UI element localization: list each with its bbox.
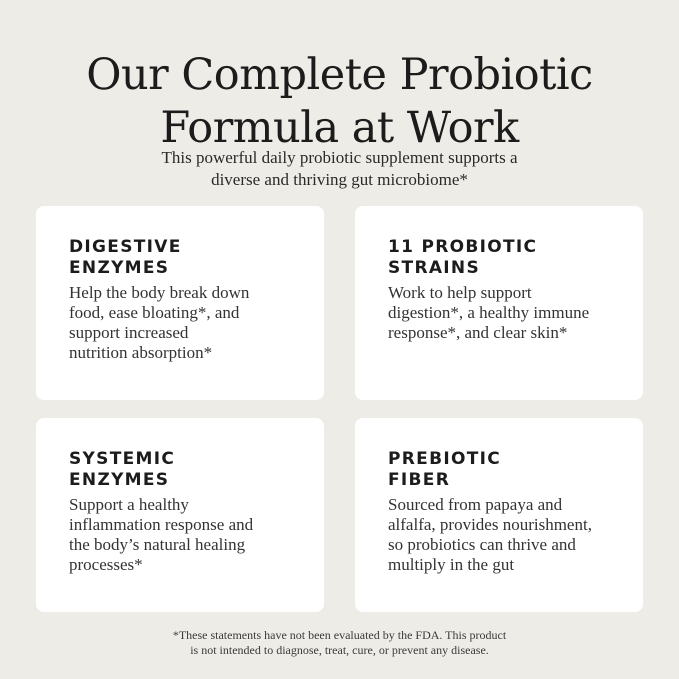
- card-prebiotic-fiber: [355, 418, 643, 612]
- card-description-line: response*, and clear skin*: [388, 323, 568, 342]
- card-title-line: ENZYMES: [69, 470, 170, 490]
- disclaimer-line: *These statements have not been evaluated by the FDA. This product: [172, 628, 507, 642]
- card-description-line: alfalfa, provides nourishment,: [388, 515, 592, 534]
- card-description-line: Sourced from papaya and: [388, 495, 563, 514]
- card-title: [388, 237, 623, 279]
- fda-disclaimer: [0, 628, 679, 658]
- subtitle-line: diverse and thriving gut microbiome*: [211, 170, 468, 189]
- card-title-line: 11 PROBIOTIC: [388, 237, 538, 257]
- card-description-line: nutrition absorption*: [69, 343, 213, 362]
- card-title-line: DIGESTIVE: [69, 237, 182, 257]
- card-title: [69, 237, 304, 279]
- card-description: [69, 283, 304, 363]
- card-title-line: ENZYMES: [69, 258, 170, 278]
- card-description-line: so probiotics can thrive and: [388, 535, 576, 554]
- card-description: [388, 495, 623, 575]
- card-description-line: multiply in the gut: [388, 555, 515, 574]
- card-title: [69, 449, 304, 491]
- card-title-line: PREBIOTIC: [388, 449, 501, 469]
- page-title: [0, 49, 679, 155]
- card-description-line: digestion*, a healthy immune: [388, 303, 590, 322]
- card-description-line: processes*: [69, 555, 143, 574]
- card-probiotic-strains: [355, 206, 643, 400]
- card-description-line: food, ease bloating*, and: [69, 303, 240, 322]
- card-title-line: STRAINS: [388, 258, 480, 278]
- card-description-line: inflammation response and: [69, 515, 254, 534]
- card-description-line: the body’s natural healing: [69, 535, 246, 554]
- subtitle-line: This powerful daily probiotic supplement supports a: [161, 148, 518, 167]
- card-description-line: Help the body break down: [69, 283, 250, 302]
- card-description: [388, 283, 623, 343]
- page-subtitle: [0, 147, 679, 191]
- card-title: [388, 449, 623, 491]
- card-description-line: support increased: [69, 323, 189, 342]
- card-digestive-enzymes: [36, 206, 324, 400]
- card-description: [69, 495, 304, 575]
- card-description-line: Support a healthy: [69, 495, 189, 514]
- card-description-line: Work to help support: [388, 283, 532, 302]
- page-title-line: Formula at Work: [160, 102, 519, 153]
- card-systemic-enzymes: [36, 418, 324, 612]
- card-title-line: SYSTEMIC: [69, 449, 176, 469]
- page-title-line: Our Complete Probiotic: [86, 49, 593, 100]
- card-title-line: FIBER: [388, 470, 451, 490]
- disclaimer-line: is not intended to diagnose, treat, cure, or prevent any disease.: [190, 643, 489, 657]
